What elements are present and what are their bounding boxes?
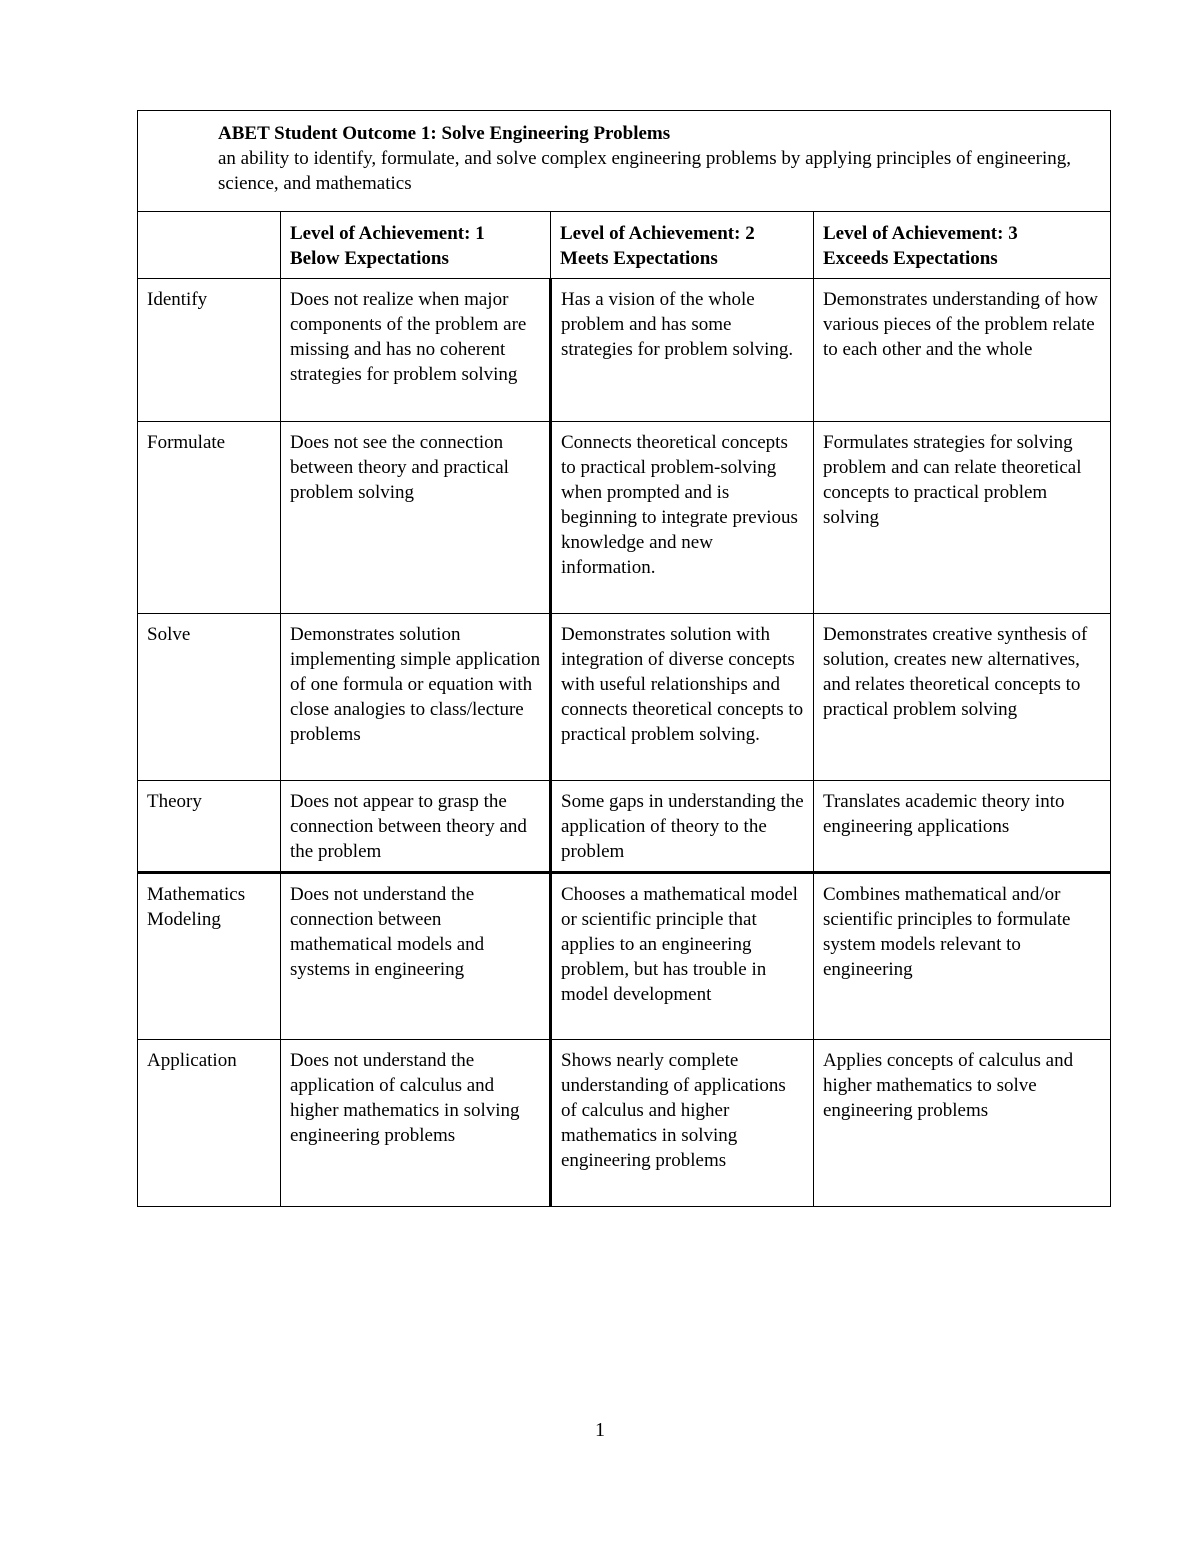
- level-3-description: Translates academic theory into engineering applications: [814, 781, 1111, 873]
- table-row: [138, 781, 1111, 873]
- criterion-label: Identify: [138, 279, 281, 422]
- level-2-header: [551, 212, 814, 279]
- table-row: [138, 279, 1111, 422]
- table-row: [138, 614, 1111, 781]
- level-2-description: Some gaps in understanding the application of theory to the problem: [551, 781, 814, 873]
- criterion-header-cell: [138, 212, 281, 279]
- level-1-description: Demonstrates solution implementing simple application of one formula or equation with close analogies to class/lecture problems: [281, 614, 551, 781]
- level-1-description: Does not appear to grasp the connection between theory and the problem: [281, 781, 551, 873]
- level-2-description: Connects theoretical concepts to practical problem-solving when prompted and is beginning to integrate previous knowledge and new information.: [551, 422, 814, 614]
- table-row: [138, 873, 1111, 1040]
- criterion-label: Mathematics Modeling: [138, 873, 281, 1040]
- level-1-subtitle: Below Expectations: [290, 248, 449, 269]
- level-3-description: Demonstrates understanding of how various pieces of the problem relate to each other and the whole: [814, 279, 1111, 422]
- table-row: [138, 422, 1111, 614]
- level-1-description: Does not see the connection between theory and practical problem solving: [281, 422, 551, 614]
- level-1-description: Does not understand the application of calculus and higher mathematics in solving engineering problems: [281, 1040, 551, 1207]
- level-2-description: Demonstrates solution with integration of diverse concepts with useful relationships and connects theoretical concepts to practical problem solving.: [551, 614, 814, 781]
- level-3-description: Demonstrates creative synthesis of solution, creates new alternatives, and relates theoretical concepts to practical problem solving: [814, 614, 1111, 781]
- level-header-row: [138, 212, 1111, 279]
- level-1-title: Level of Achievement: 1: [290, 223, 485, 244]
- level-3-header: [814, 212, 1111, 279]
- rubric-table: [137, 110, 1111, 1207]
- rubric-title-row: [138, 111, 1111, 212]
- level-2-description: Shows nearly complete understanding of applications of calculus and higher mathematics in solving engineering problems: [551, 1040, 814, 1207]
- level-1-description: Does not understand the connection between mathematical models and systems in engineering: [281, 873, 551, 1040]
- level-3-subtitle: Exceeds Expectations: [823, 248, 998, 269]
- level-3-title: Level of Achievement: 3: [823, 223, 1018, 244]
- level-3-description: Combines mathematical and/or scientific principles to formulate system models relevant to engineering: [814, 873, 1111, 1040]
- criterion-label: Solve: [138, 614, 281, 781]
- page-number: 1: [595, 1419, 605, 1441]
- level-1-description: Does not realize when major components of the problem are missing and has no coherent strategies for problem solving: [281, 279, 551, 422]
- criterion-label: Application: [138, 1040, 281, 1207]
- criterion-label: Formulate: [138, 422, 281, 614]
- level-1-header: [281, 212, 551, 279]
- rubric-title-cell: [138, 111, 1111, 212]
- criterion-label: Theory: [138, 781, 281, 873]
- level-3-description: Formulates strategies for solving problem and can relate theoretical concepts to practical problem solving: [814, 422, 1111, 614]
- level-3-description: Applies concepts of calculus and higher mathematics to solve engineering problems: [814, 1040, 1111, 1207]
- outcome-title: ABET Student Outcome 1: Solve Engineering Problems: [218, 123, 671, 144]
- level-2-subtitle: Meets Expectations: [560, 248, 718, 269]
- level-2-description: Chooses a mathematical model or scientific principle that applies to an engineering problem, but has trouble in model development: [551, 873, 814, 1040]
- level-2-description: Has a vision of the whole problem and has some strategies for problem solving.: [551, 279, 814, 422]
- table-row: [138, 1040, 1111, 1207]
- level-2-title: Level of Achievement: 2: [560, 223, 755, 244]
- outcome-description: an ability to identify, formulate, and solve complex engineering problems by applying principles of engineering, science, and mathematics: [218, 148, 1072, 194]
